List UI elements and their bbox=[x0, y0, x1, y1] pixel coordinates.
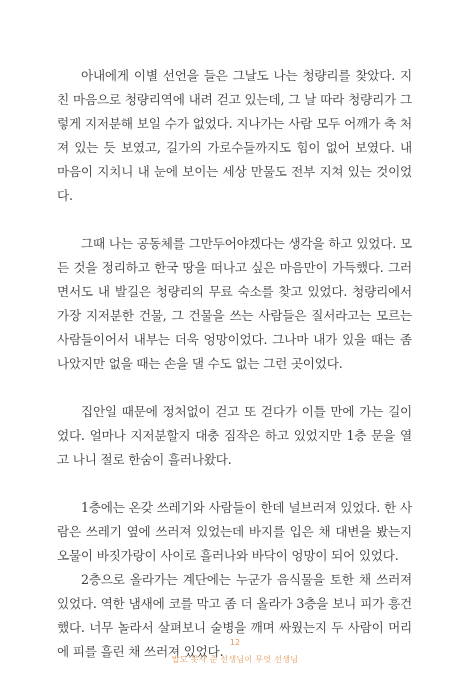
running-footer-title: 밥도 못사 준 선생님이 무엇 선생님 bbox=[171, 655, 299, 664]
paragraph-2: 그때 나는 공동체를 그만두어야겠다는 생각을 하고 있었다. 모든 것을 정리하고 한국 땅을 떠나고 싶은 마음만이 가득했다. 그러면서도 내 발길은 청량리의 무료 숙소를 찾고 있었다. 청량리에서 가장 지저분한 건물, 그 건물을 쓰는 사람들은 질서라고는 모르는 사람들이어서 내부는 더욱 엉망이었다. 그나마 내가 있을 때는 좀 나았지만 없을 때는 손을 댈 수도 없는 그런 곳이었다. bbox=[57, 236, 412, 371]
paragraph-5: 2층으로 올라가는 계단에는 누군가 음식물을 토한 채 쓰러져 있었다. 역한 냄새에 코를 막고 좀 더 올라가 3층을 보니 피가 흥건했다. 너무 놀라서 살펴보니 술병을 깨며 싸웠는지 두 사람이 머리에 피를 흘린 채 쓰러져 있었다. bbox=[57, 572, 412, 659]
paragraph-3: 집안일 때문에 정처없이 걷고 또 걷다가 이틀 만에 가는 길이었다. 얼마나 지저분할지 대충 짐작은 하고 있었지만 1층 문을 열고 나니 절로 한숨이 흘러나왔다. bbox=[57, 404, 412, 467]
body-text bbox=[57, 64, 412, 664]
paragraph-gap bbox=[57, 376, 412, 400]
paragraph-gap bbox=[57, 472, 412, 496]
page-number: 12 bbox=[229, 638, 241, 647]
paragraph-1: 아내에게 이별 선언을 들은 그날도 나는 청량리를 찾았다. 지친 마음으로 청량리역에 내려 걷고 있는데, 그 날 따라 청량리가 그렇게 지저분해 보일 수가 없었다. 지나가는 사람 모두 어깨가 축 처져 있는 듯 보였고, 길가의 가로수들까지도 힘이 없어 보였다. 내 마음이 지치니 내 눈에 보이는 세상 만물도 전부 지쳐 있는 것이었다. bbox=[57, 68, 412, 203]
paragraph-4: 1층에는 온갖 쓰레기와 사람들이 한데 널브러져 있었다. 한 사람은 쓰레기 옆에 쓰러져 있었는데 바지를 입은 채 대변을 봤는지 오물이 바짓가랑이 사이로 흘러나와 바닥이 엉망이 되어 있었다. bbox=[57, 500, 412, 563]
paragraph-gap bbox=[57, 208, 412, 232]
